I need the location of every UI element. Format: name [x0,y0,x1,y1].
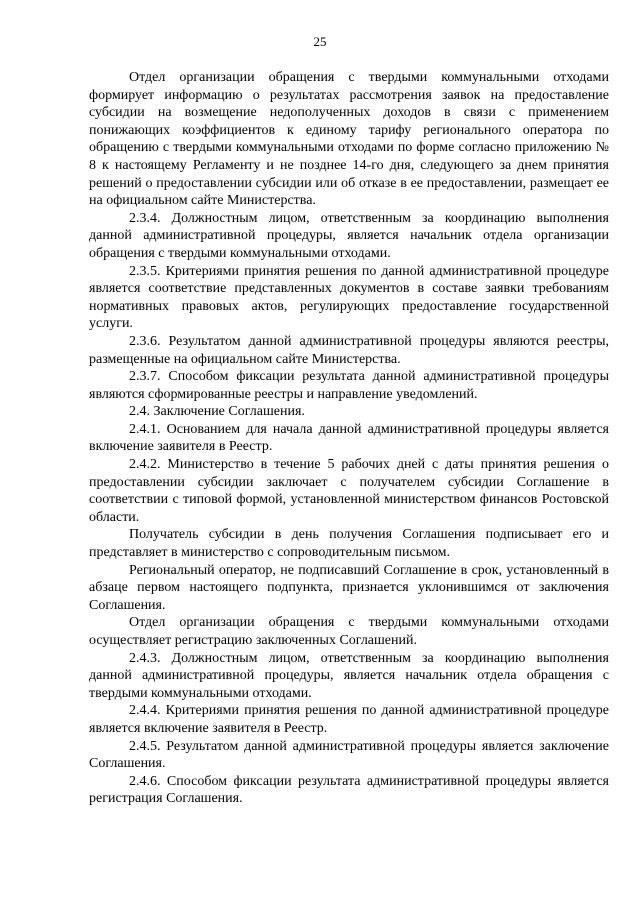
paragraph-2-3-7: 2.3.7. Способом фиксации результата данной административной процедуры являются сформированные реестры и направление уведомлений. [89,369,609,402]
page-number: 25 [313,34,327,49]
paragraph-2-4-6: 2.4.6. Способом фиксации результата административной процедуры является регистрация Соглашения. [89,773,609,807]
paragraph-2-4-2: 2.4.2. Министерство в течение 5 рабочих дней с даты принятия решения о предоставлении субсидии заключает с получателем субсидии Соглашение в соответствии с типовой формой, установленной министерством финансов Ростовской области. [89,457,609,525]
document-body [89,69,609,808]
paragraph-2-3-5: 2.3.5. Критериями принятия решения по данной административной процедуре является соответствие представленных документов в составе заявки требованиям нормативных правовых актов, регулирующих предоставление государственной услуги. [89,263,609,332]
paragraph-2-3-4: 2.3.4. Должностным лицом, ответственным за координацию выполнения данной административной процедуры, является начальник отдела организации обращения с твердыми коммунальными отходами. [89,210,609,261]
paragraph-2-4-4: 2.4.4. Критериями принятия решения по данной административной процедуре является включение заявителя в Реестр. [89,703,609,736]
paragraph-2-4-3: 2.4.3. Должностным лицом, ответственным за координацию выполнения данной административной процедуры, является начальник отдела обращения с твердыми коммунальными отходами. [89,650,609,701]
paragraph-operator-evades: Региональный оператор, не подписавший Соглашение в срок, установленный в абзаце первом настоящего подпункта, признается уклонившимся от заключения Соглашения. [89,562,609,613]
paragraph-2-4-1: 2.4.1. Основанием для начала данной административной процедуры является включение заявителя в Реестр. [89,421,609,455]
paragraph-2-4-5: 2.4.5. Результатом данной административной процедуры является заключение Соглашения. [89,738,609,772]
paragraph-2-3-6: 2.3.6. Результатом данной административной процедуры являются реестры, размещенные на официальном сайте Министерства. [89,333,609,367]
paragraph-results-info: Отдел организации обращения с твердыми коммунальными отходами формирует информацию о результатах рассмотрения заявок на предоставление субсидии на возмещение недополученных доходов в связи с применением понижающих коэффициентов к единому тарифу регионального оператора по обращению с твердыми коммунальными отходами по форме согласно приложению № 8 к настоящему Регламенту и не позднее 14-го дня, следующего за днем принятия решений о предоставлении субсидии или об отказе в ее предоставлении, размещает ее на официальном сайте Министерства. [89,70,609,209]
section-heading-2-4: 2.4. Заключение Соглашения. [129,404,305,420]
paragraph-recipient-signs: Получатель субсидии в день получения Соглашения подписывает его и представляет в министерство с сопроводительным письмом. [89,527,609,561]
paragraph-registration: Отдел организации обращения с твердыми коммунальными отходами осуществляет регистрацию заключенных Соглашений. [89,615,609,648]
